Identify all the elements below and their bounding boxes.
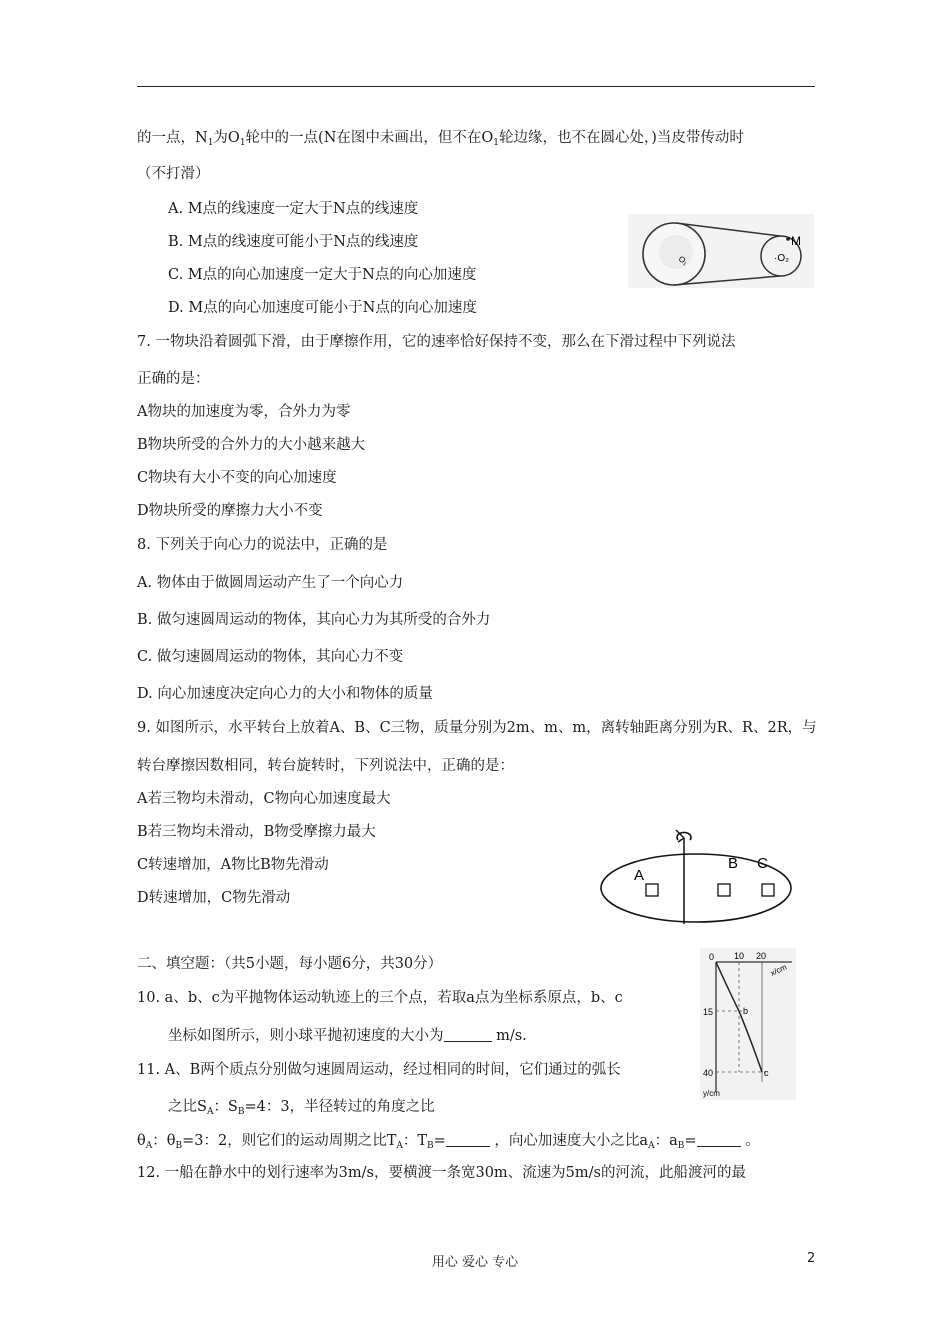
q8-option-b: B. 做匀速圆周运动的物体，其向心力为其所受的合外力: [137, 612, 491, 628]
block-b: [718, 884, 730, 896]
belt-pulley-figure: [628, 214, 814, 288]
q9-option-c: C转速增加，A物比B物先滑动: [137, 857, 329, 873]
q7-option-a: A物块的加速度为零，合外力为零: [137, 404, 351, 420]
q8-option-d: D. 向心加速度决定向心力的大小和物体的质量: [137, 686, 433, 702]
q9-stem-line2: 转台摩擦因数相同，转台旋转时，下列说法中，正确的是：: [137, 758, 514, 774]
q8-option-c: C. 做匀速圆周运动的物体，其向心力不变: [137, 649, 404, 665]
label-b: B: [728, 855, 739, 872]
q7-option-d: D物块所受的摩擦力大小不变: [137, 503, 323, 519]
q6-line2: （不打滑）: [137, 166, 210, 182]
section2-title: 二、填空题：（共5小题，每小题6分，共30分）: [137, 956, 443, 972]
q8-option-a: A. 物体由于做圆周运动产生了一个向心力: [137, 575, 404, 591]
q10-line1: 10. a、b、c为平抛物体运动轨迹上的三个点，若取a点为坐标系原点，b、c: [137, 990, 623, 1006]
q6-option-b: B. M点的线速度可能小于N点的线速度: [168, 234, 419, 250]
q6-option-c: C. M点的向心加速度一定大于N点的向心加速度: [168, 267, 477, 283]
svg-text:c: c: [764, 1068, 769, 1078]
q6-line1: 的一点，$N_1$为$O_1$轮中的一点(N在图中未画出，但不在$O_1$轮边缘，也不在圆心处，)当皮带传动时: [137, 130, 744, 148]
q6-option-a: A. M点的线速度一定大于N点的线速度: [168, 201, 419, 217]
label-m: M: [791, 234, 801, 248]
block-a: [646, 884, 658, 896]
q9-stem-line1: 9. 如图所示，水平转台上放着A、B、C三物，质量分别为2m、m、m，离转轴距离分别为R、R、2R，与: [137, 720, 817, 736]
q11-line3: $\theta_A$：$\theta_B=3$：2，则它们的运动周期之比$T_A$：$T_B=$ ，向心加速度大小之比$a_A$：$a_B=$ 。: [137, 1133, 760, 1151]
svg-text:x/cm: x/cm: [769, 962, 789, 978]
svg-text:20: 20: [756, 951, 767, 961]
q10-answer-blank[interactable]: [444, 1027, 492, 1042]
label-o2: ·O₂: [774, 253, 789, 264]
block-c: [762, 884, 774, 896]
page-number: 2: [807, 1251, 816, 1266]
q11-acceleration-ratio-blank[interactable]: [697, 1132, 741, 1147]
projectile-coordinate-figure: [700, 948, 796, 1100]
turntable-figure: [598, 816, 794, 928]
header-rule: [137, 86, 815, 87]
label-o1: O₁: [676, 254, 690, 267]
q12-line1: 12. 一船在静水中的划行速率为3m/s，要横渡一条宽30m、流速为5m/s的河流，此船渡河的最: [137, 1165, 746, 1181]
q9-option-b: B若三物均未滑动，B物受摩擦力最大: [137, 824, 376, 840]
svg-text:40: 40: [703, 1068, 714, 1078]
svg-text:0: 0: [709, 952, 715, 962]
q9-option-a: A若三物均未滑动，C物向心加速度最大: [137, 791, 391, 807]
label-a: A: [634, 867, 645, 884]
svg-text:b: b: [743, 1006, 749, 1016]
q10-line2: 坐标如图所示，则小球平抛初速度的大小为 m/s.: [168, 1028, 527, 1044]
q9-option-d: D转速增加，C物先滑动: [137, 890, 291, 906]
q7-stem-line1: 7. 一物块沿着圆弧下滑，由于摩擦作用，它的速率恰好保持不变，那么在下滑过程中下列说法: [137, 334, 736, 350]
page-footer: 用心 爱心 专心: [431, 1255, 519, 1270]
q7-option-c: C物块有大小不变的向心加速度: [137, 470, 337, 486]
svg-text:y/cm: y/cm: [703, 1089, 720, 1098]
q11-line2: 之比$S_A$：$S_B=4$：3，半径转过的角度之比: [168, 1099, 435, 1117]
svg-text:15: 15: [703, 1007, 714, 1017]
svg-text:10: 10: [734, 951, 745, 961]
q7-option-b: B物块所受的合外力的大小越来越大: [137, 437, 366, 453]
q6-option-d: D. M点的向心加速度可能小于N点的向心加速度: [168, 300, 477, 316]
q8-stem: 8. 下列关于向心力的说法中，正确的是: [137, 537, 388, 553]
q11-line1: 11. A、B两个质点分别做匀速圆周运动，经过相同的时间，它们通过的弧长: [137, 1062, 621, 1078]
q11-period-ratio-blank[interactable]: [446, 1132, 490, 1147]
label-c: C: [757, 855, 768, 872]
q7-stem-line2: 正确的是：: [137, 371, 210, 387]
